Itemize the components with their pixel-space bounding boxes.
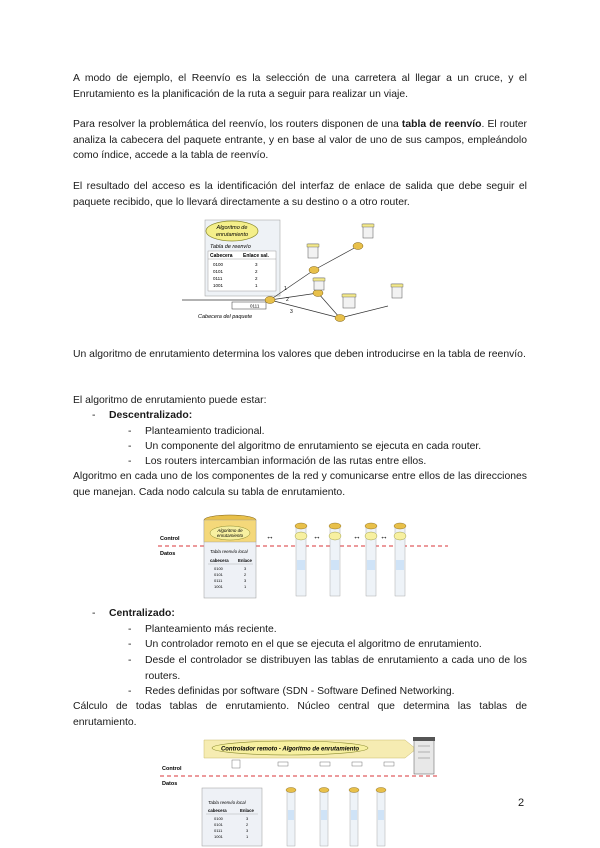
paragraph-intro: A modo de ejemplo, el Reenvío es la selección de una carretera al llegar a un cruce, y el Enrutamiento es la planificación de la ruta a seguir para realizar un viaje. xyxy=(73,73,527,100)
list-bullet: - xyxy=(92,410,96,421)
router-icon xyxy=(329,523,341,596)
control-label: Control xyxy=(160,536,180,542)
table-cell: 2 xyxy=(255,269,258,274)
router-icon xyxy=(313,290,323,297)
table-cell: 2 xyxy=(255,276,258,281)
table-col2: Enlace xyxy=(240,808,254,813)
list-dash: - xyxy=(128,624,132,635)
list-bullet: - xyxy=(92,608,96,619)
server-icon xyxy=(413,737,435,774)
table-cell: 3 xyxy=(255,262,258,267)
paragraph-centralized-desc: Cálculo de todas tablas de enrutamiento. Núcleo central que determina las tablas de enrutamiento. xyxy=(73,701,527,728)
router-icon xyxy=(349,788,359,847)
table-cell: 1001 xyxy=(214,584,223,589)
list-dash: - xyxy=(128,639,132,650)
list-item: Planteamiento tradicional. xyxy=(145,426,265,437)
router-icon xyxy=(376,788,386,847)
paragraph-text: Para resolver la problemática del reenvío, los routers disponen de una xyxy=(73,119,402,130)
paragraph-result: El resultado del acceso es la identificación del interfaz de enlace de salida que debe seguir el paquete recibido, que lo llevará directamente a su destino o a otro router. xyxy=(73,181,527,208)
paragraph-decentralized-desc: Algoritmo en cada uno de los componentes de la red y comunicarse entre ellos de las direcciones que manejan. Cada nodo calcula su tabla de enrutamiento. xyxy=(73,471,527,498)
server-icon xyxy=(362,224,374,238)
table-cell: 0111 xyxy=(214,828,223,833)
table-cell: 1 xyxy=(244,584,247,589)
packet-header xyxy=(232,302,266,309)
router-icon xyxy=(365,523,377,596)
table-col1: Cabecera xyxy=(210,253,233,259)
table-cell: 0100 xyxy=(214,816,223,821)
exchange-arrow-icon: ↔ xyxy=(353,532,361,541)
control-label: Control xyxy=(162,766,182,772)
table-cell: 1 xyxy=(246,834,249,839)
table-cell: 3 xyxy=(246,828,249,833)
router-icon xyxy=(319,788,329,847)
router-icon xyxy=(295,523,307,596)
list-item: Un controlador remoto en el que se ejecuta el algoritmo de enrutamiento. xyxy=(145,639,482,650)
list-dash: - xyxy=(128,441,132,452)
router-icon xyxy=(353,243,363,250)
table-cell: 3 xyxy=(244,578,247,583)
table-title: Tabla de reenvío xyxy=(210,244,251,250)
packet-caption: Cabecera del paquete xyxy=(198,314,253,320)
paragraph-can-be: El algoritmo de enrutamiento puede estar: xyxy=(73,395,267,406)
algorithm-cloud xyxy=(206,221,258,241)
router-icon xyxy=(265,297,275,304)
figure-forwarding-diagram xyxy=(180,218,420,324)
algo-label-2: enrutamiento xyxy=(216,533,244,538)
table-cell: 0101 xyxy=(214,572,223,577)
server-icon xyxy=(342,294,356,308)
table-cell: 0100 xyxy=(213,262,224,267)
table-col1: cabecera xyxy=(208,808,227,813)
table-cell: 3 xyxy=(244,566,247,571)
table-cell: 1001 xyxy=(214,834,223,839)
server-icon xyxy=(313,278,325,290)
figure-centralized-diagram xyxy=(160,732,440,848)
table-cell: 3 xyxy=(246,816,249,821)
router-icon xyxy=(286,788,296,847)
list-dash: - xyxy=(128,686,132,697)
table-cell: 2 xyxy=(246,822,249,827)
decentralized-label: Descentralizado: xyxy=(109,410,193,421)
table-cell: 1001 xyxy=(213,283,224,288)
figure-decentralized-diagram xyxy=(158,512,448,602)
exchange-arrow-icon: ↔ xyxy=(313,532,321,541)
centralized-label: Centralizado: xyxy=(109,608,175,619)
list-item: Los routers intercambian información de las rutas entre ellos. xyxy=(145,456,427,467)
router-icon xyxy=(394,523,406,596)
table-cell: 1 xyxy=(255,283,258,288)
paragraph-forwarding-table xyxy=(73,117,527,164)
list-item: Desde el controlador se distribuyen las tablas de enrutamiento a cada uno de los routers. xyxy=(145,655,527,682)
list-dash: - xyxy=(128,426,132,437)
datos-label: Datos xyxy=(160,551,176,557)
paragraph-routing-algorithm: Un algoritmo de enrutamiento determina los valores que deben introducirse en la tabla de reenvío. xyxy=(73,349,526,360)
exchange-arrow-icon: ↔ xyxy=(380,532,388,541)
table-col2: Enlace sal. xyxy=(243,253,269,259)
exchange-arrow-icon: ↔ xyxy=(266,532,274,541)
paragraph-text: . El router analiza la cabecera del paquete entrante, y en base al valor de uno de sus campos, empleándolo como índice, accede a la tabla de reenvío. xyxy=(73,119,527,162)
datos-label: Datos xyxy=(162,781,178,787)
packet-value: 0111 xyxy=(250,303,260,309)
list-item: Un componente del algoritmo de enrutamiento se ejecuta en cada router. xyxy=(145,441,482,452)
table-cell: 2 xyxy=(244,572,247,577)
algo-label-1: Algoritmo de xyxy=(216,225,248,231)
table-cell: 0111 xyxy=(214,578,223,583)
list-dash: - xyxy=(128,456,132,467)
table-cell: 0101 xyxy=(213,269,224,274)
server-icon xyxy=(307,244,319,258)
table-col2: Enlace xyxy=(238,558,252,563)
list-dash: - xyxy=(128,655,132,666)
link-label: 1 xyxy=(284,286,287,292)
table-title: Tabla reenvío local xyxy=(208,800,246,805)
table-title: Tabla reenvío local xyxy=(210,549,248,554)
list-item: Planteamiento más reciente. xyxy=(145,624,277,635)
page-number: 2 xyxy=(518,797,525,809)
algo-label-1: Algoritmo de xyxy=(217,528,243,533)
link-label: 3 xyxy=(290,309,293,315)
router-icon xyxy=(335,315,345,322)
table-cell: 0111 xyxy=(213,276,223,281)
table-cell: 0101 xyxy=(214,822,223,827)
link-label: 2 xyxy=(286,297,289,303)
algo-label-2: enrutamiento xyxy=(215,232,249,238)
controller-label: Controlador remoto - Algoritmo de enrutamiento xyxy=(220,746,360,753)
server-icon xyxy=(391,284,403,298)
bold-term: tabla de reenvío xyxy=(401,119,482,130)
table-cell: 0100 xyxy=(214,566,223,571)
list-item: Redes definidas por software (SDN - Software Defined Networking. xyxy=(145,686,455,697)
router-icon xyxy=(309,267,319,274)
table-col1: cabecera xyxy=(210,558,229,563)
